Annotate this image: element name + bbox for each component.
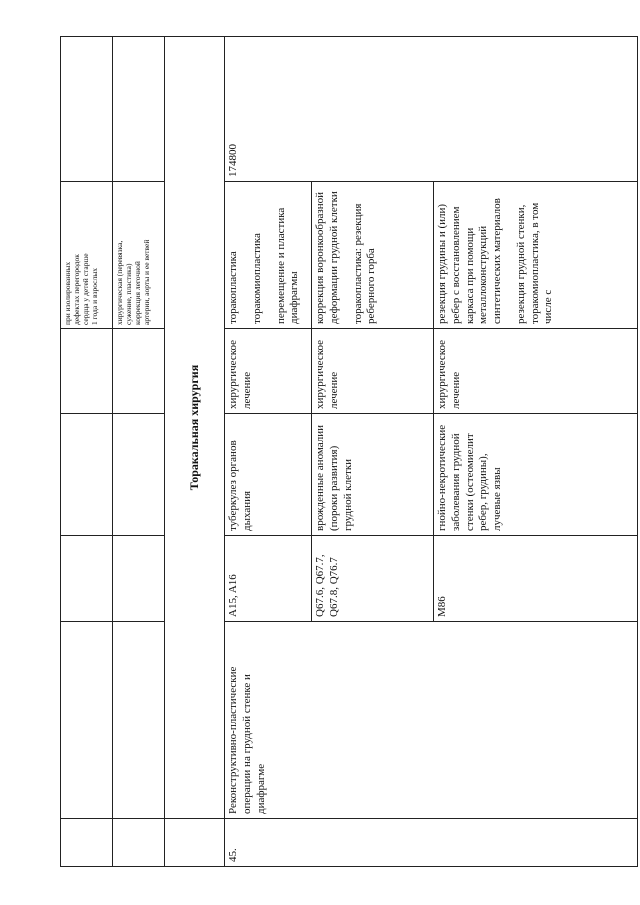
cell-number — [61, 819, 113, 867]
treatment-method — [312, 182, 434, 329]
method-item: резекция грудной стенки, торакомиопластика, в том числе с — [514, 202, 555, 324]
text-line: при изолированных — [63, 261, 72, 325]
rotated-page — [60, 37, 638, 867]
icd-code: M86 — [434, 536, 638, 622]
method-item: торакомиопластика — [250, 233, 263, 324]
cell-number — [113, 819, 165, 867]
price: 174800 — [225, 37, 638, 182]
cell-treatment — [113, 182, 165, 329]
disease: гнойно-некротические заболевания грудной стенки (остеомиелит ребер, грудины), лучевые язвы — [434, 414, 638, 536]
treatment-type: хирургическое лечение — [225, 329, 312, 414]
procedure-name: Реконструктивно-пластические операции на грудной стенке и диафрагме — [225, 622, 638, 819]
method-item: коррекция воронкообразной деформации грудной клетки — [314, 191, 340, 324]
text-line: коррекция легочной — [133, 261, 142, 325]
cell-disease — [113, 414, 165, 536]
section-row — [165, 37, 225, 867]
cell-code — [113, 536, 165, 622]
cell-type — [61, 329, 113, 414]
cell-number — [165, 819, 225, 867]
text-line: сужение, пластика) — [124, 263, 133, 325]
treatment-method — [225, 182, 312, 329]
cell-price — [61, 37, 113, 182]
cell-name — [61, 622, 113, 819]
cell-code — [61, 536, 113, 622]
treatment-method — [434, 182, 638, 329]
text-line: артерии, аорты и ее ветвей — [142, 239, 151, 325]
text-line: 1 года и взрослых — [90, 267, 99, 325]
method-item: торакопластика — [227, 251, 239, 324]
table-row-b — [113, 37, 165, 867]
table-row-a — [61, 37, 113, 867]
icd-code: Q67.6, Q67.7, Q67.8, Q76.7 — [312, 536, 434, 622]
table-row-45-a — [225, 37, 312, 867]
row-number: 45. — [225, 819, 638, 867]
section-title: Торакальная хирургия — [165, 37, 225, 819]
method-item: торакопластика: резекция реберного горба — [351, 203, 378, 324]
cell-price — [113, 37, 165, 182]
method-item: резекция грудины и (или) ребер с восстановлением каркаса при помощи металлоконструкций синтетических материалов — [436, 198, 503, 324]
cell-type — [113, 329, 165, 414]
icd-code: A15, A16 — [225, 536, 312, 622]
medical-care-table — [60, 36, 638, 867]
cell-treatment — [61, 182, 113, 329]
text-line: сердца у детей старше — [81, 253, 90, 325]
text-line: дефектах перегородок — [72, 254, 81, 325]
treatment-type: хирургическое лечение — [312, 329, 434, 414]
cell-disease — [61, 414, 113, 536]
text-line: хирургическая (перевязка, — [115, 240, 124, 325]
cell-name — [113, 622, 165, 819]
disease: врожденные аномалии (пороки развития) грудной клетки — [312, 414, 434, 536]
treatment-type: хирургическое лечение — [434, 329, 638, 414]
method-item: перемещение и пластика диафрагмы — [274, 207, 301, 324]
disease: туберкулез органов дыхания — [225, 414, 312, 536]
